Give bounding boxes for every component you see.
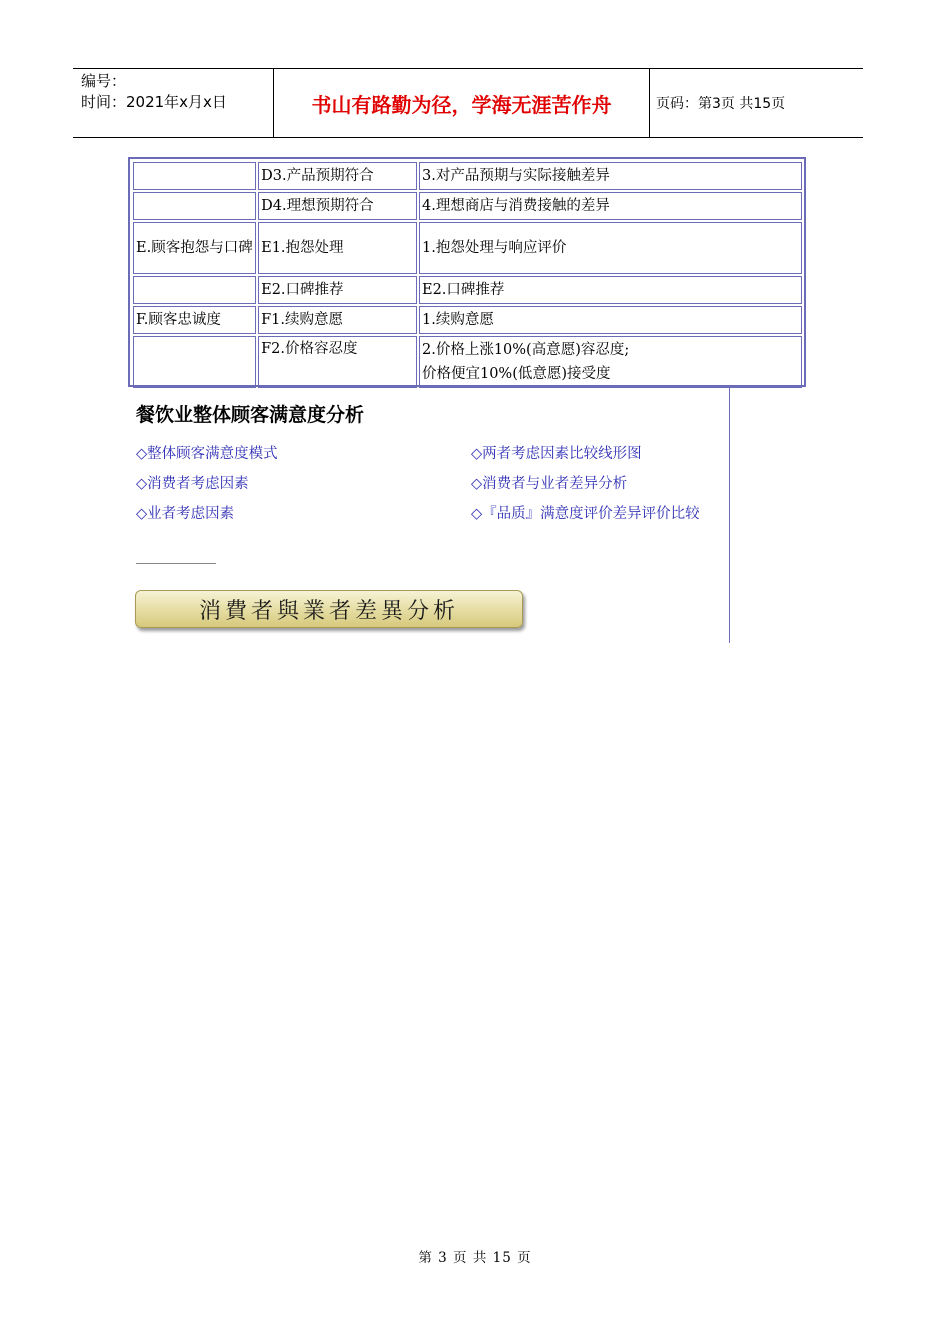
table-row: [133, 306, 802, 334]
table-cell: D4.理想预期符合: [258, 192, 417, 220]
table-cell: E2.口碑推荐: [258, 276, 417, 304]
table-cell: 4.理想商店与消费接触的差异: [419, 192, 802, 220]
table-cell: F2.价格容忍度: [258, 336, 417, 388]
table-cell: F1.续购意愿: [258, 306, 417, 334]
divider: [136, 563, 216, 564]
section-right-border: [729, 387, 730, 643]
table-row: [133, 276, 802, 304]
header-meta: [81, 71, 273, 113]
table-cell: F.顾客忠诚度: [133, 306, 256, 334]
table-row: [133, 222, 802, 274]
table-cell: [133, 336, 256, 388]
analysis-banner: 消費者與業者差異分析: [135, 590, 523, 628]
table-cell: 1.抱怨处理与响应评价: [419, 222, 802, 274]
table-cell: E.顾客抱怨与口碑: [133, 222, 256, 274]
table-cell: E2.口碑推荐: [419, 276, 802, 304]
header-number-label: 编号：: [81, 72, 127, 90]
table-cell: [133, 276, 256, 304]
link-quality-satisfaction-comparison[interactable]: ◇『品质』满意度评价差异评价比较: [471, 506, 700, 522]
table-cell: 1.续购意愿: [419, 306, 802, 334]
table-cell: E1.抱怨处理: [258, 222, 417, 274]
link-consumer-vs-operator-analysis[interactable]: ◇消费者与业者差异分析: [471, 476, 628, 492]
link-consumer-factors[interactable]: ◇消费者考虑因素: [136, 476, 249, 492]
page-footer: 第 3 页 共 15 页: [418, 1250, 532, 1266]
header-page-info: 页码：第3页 共15页: [656, 96, 786, 112]
header-motto: 书山有路勤为径，学海无涯苦作舟: [311, 92, 612, 117]
table-cell: [133, 192, 256, 220]
table-row: [133, 192, 802, 220]
cell-line: 价格便宜10%(低意愿)接受度: [421, 366, 611, 382]
page-header: [73, 68, 863, 138]
criteria-table-frame: [128, 157, 806, 387]
table-row: [133, 336, 802, 388]
link-overall-satisfaction-model[interactable]: ◇整体顾客满意度模式: [136, 446, 278, 462]
link-factor-comparison-chart[interactable]: ◇两者考虑因素比较线形图: [471, 446, 642, 462]
table-cell: D3.产品预期符合: [258, 162, 417, 190]
link-operator-factors[interactable]: ◇业者考虑因素: [136, 506, 235, 522]
table-cell-multiline: [419, 336, 802, 388]
section-title: 餐饮业整体顾客满意度分析: [136, 404, 365, 426]
header-date: 时间：2021年x月x日: [81, 93, 227, 111]
table-cell: 3.对产品预期与实际接触差异: [419, 162, 802, 190]
criteria-table: [131, 160, 804, 390]
header-divider: [649, 69, 650, 137]
table-row: [133, 162, 802, 190]
table-cell: [133, 162, 256, 190]
cell-line: 2.价格上涨10%(高意愿)容忍度;: [421, 342, 630, 358]
